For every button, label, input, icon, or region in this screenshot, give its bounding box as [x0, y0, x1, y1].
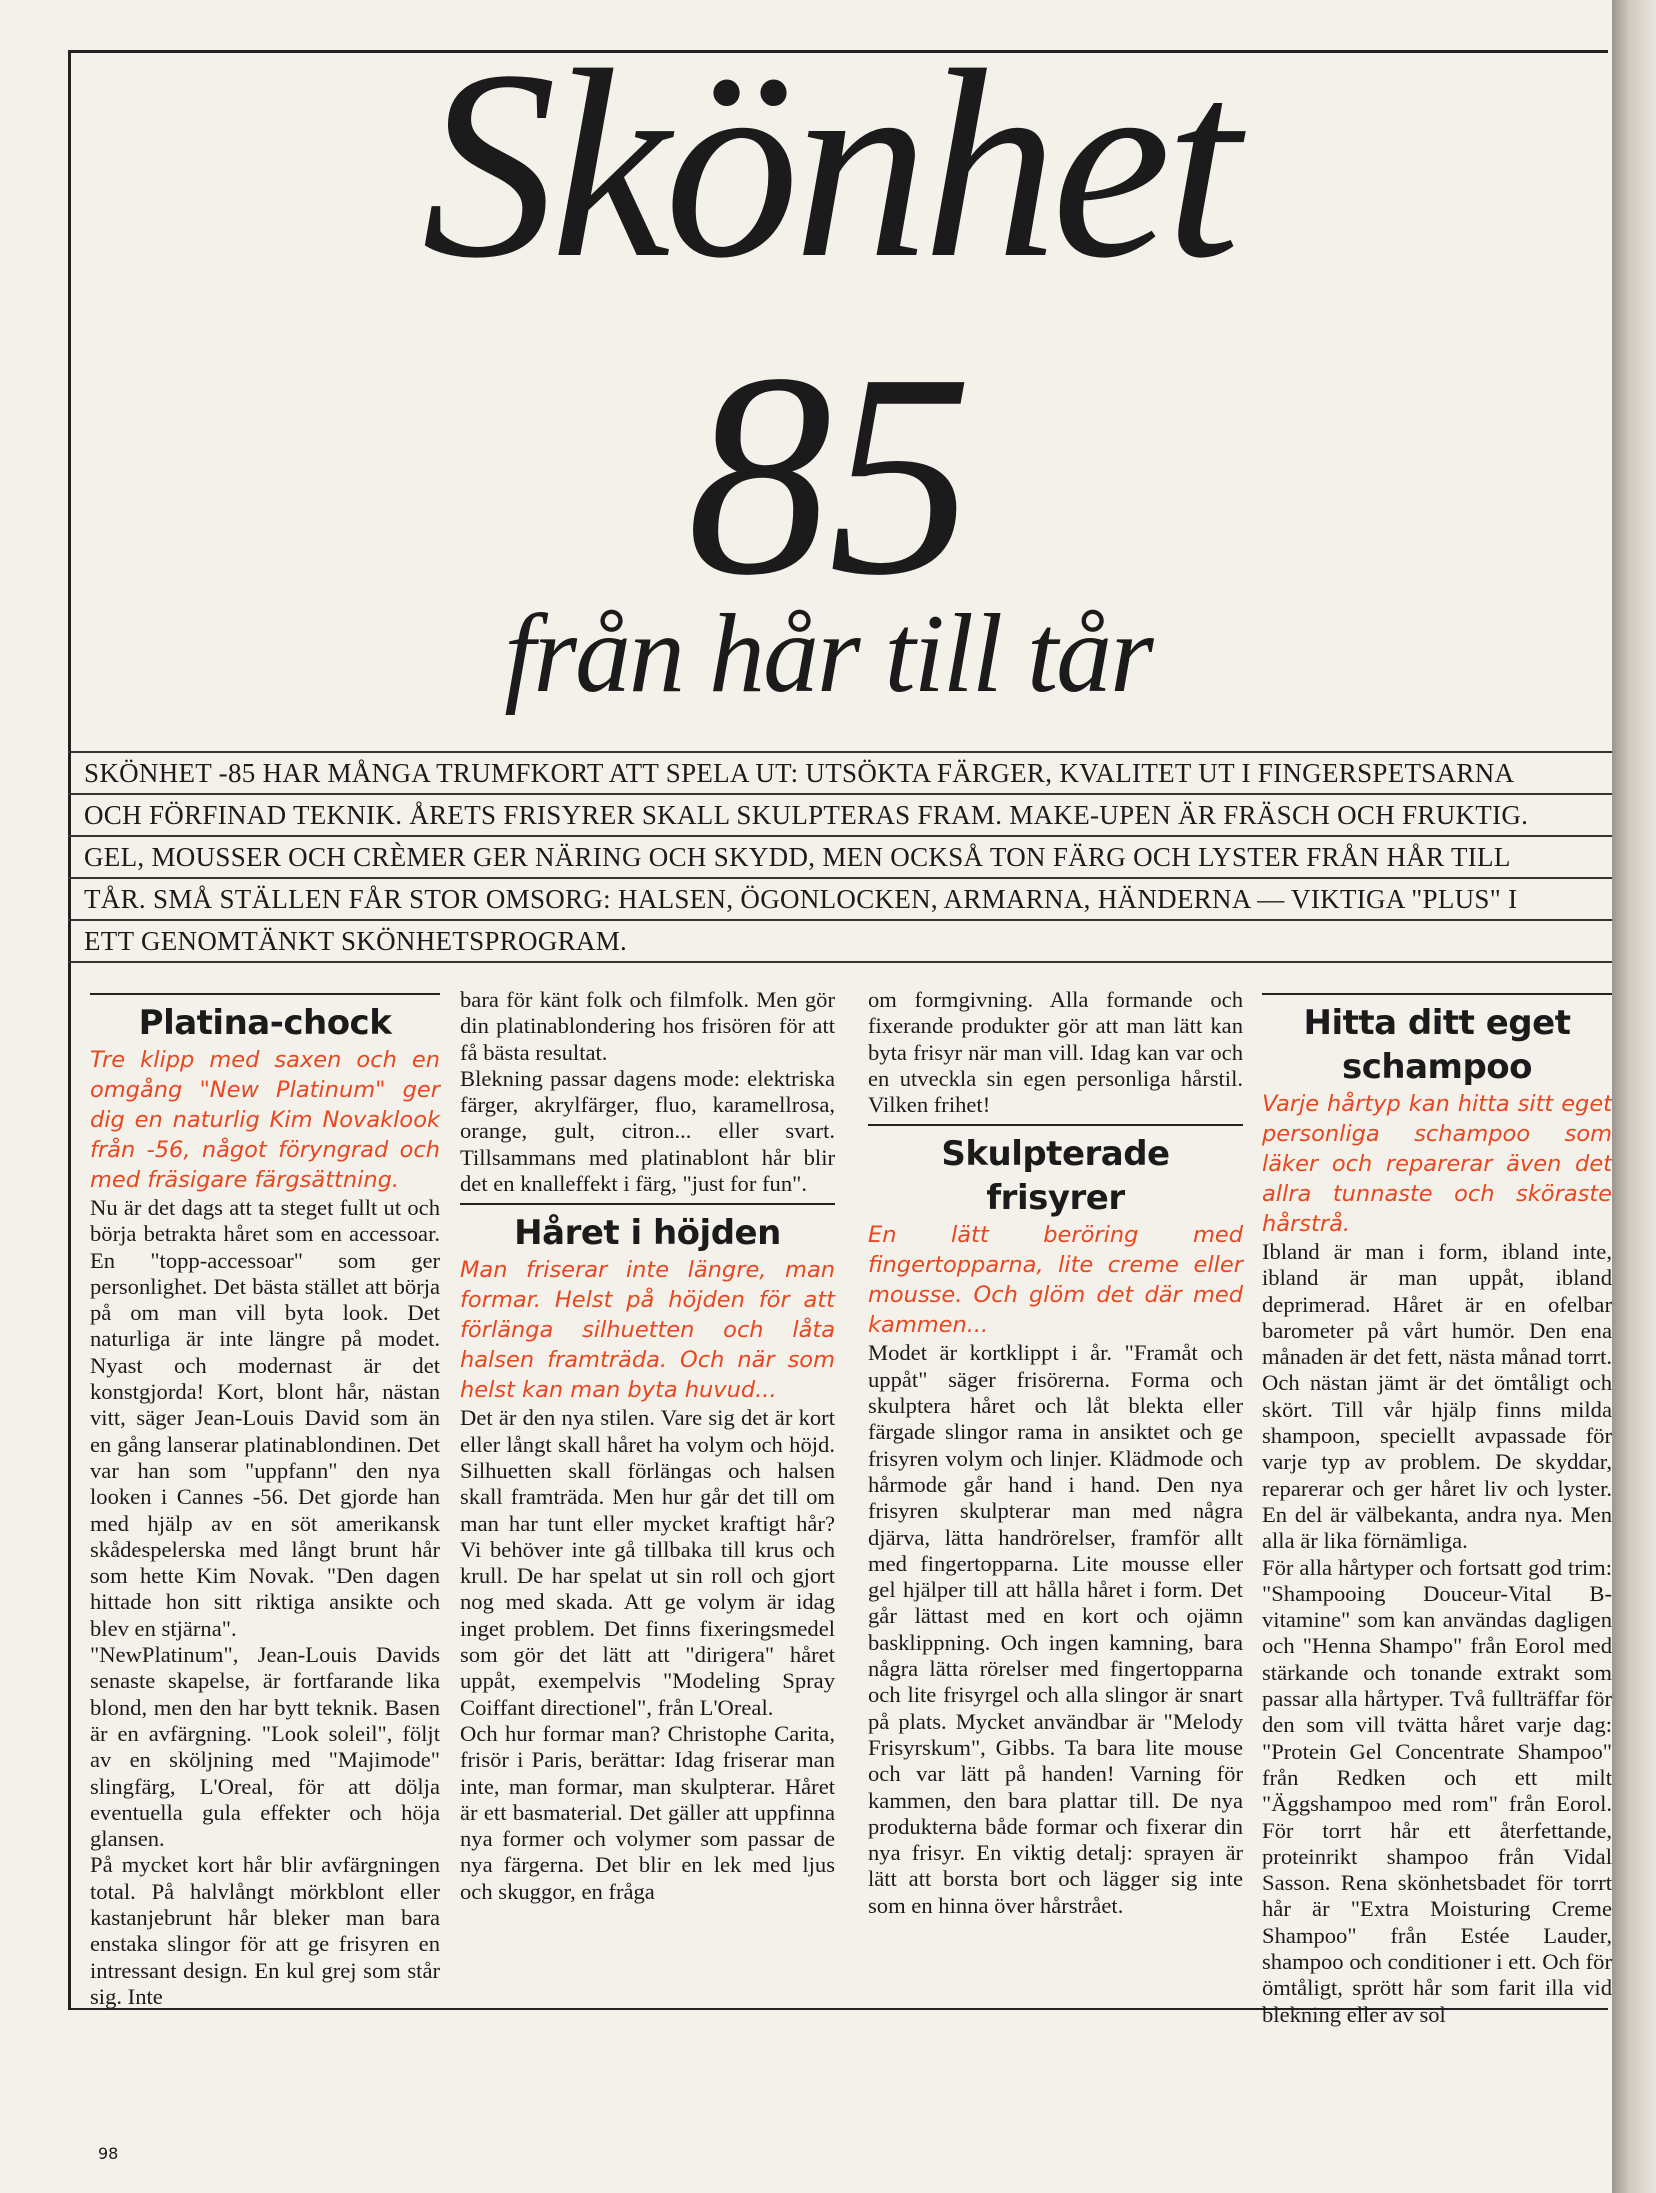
- body-paragraph: Modet är kortklippt i år. "Framåt och uppåt" säger frisörerna. Forma och skulptera håret och låt blekta eller färgade slingor rama in ansiktet och ge frisyren volym och linjer. Klädmode och hårmode går hand i hand. Den nya frisyren skulpterar man med några djärva, lätta handrörelser, framför allt med fingertopparna. Lite mousse eller gel hjälper till att hålla håret i form. Det går lättast med en kort och ojämn basklippning. Och ingen kamning, bara några lätta rörelser med fingertopparna och lite frisyrgel och alla slingor är snart på plats. Mycket användbar är "Melody Frisyrskum", Gibbs. Ta bara lite mouse och var lätt på handen! Varning för kammen, den bara plattar till. De nya produkterna både formar och fixerar din nya frisyr. En viktig detalj: sprayen är lätt att borsta bort och lägger sig inte som en hinna över hårstrået.: [868, 1340, 1243, 1918]
- page-number: 98: [98, 2144, 119, 2163]
- body-paragraph: "NewPlatinum", Jean-Louis Davids senaste skapelse, är fortfarande lika blond, men den har bytt teknik. Basen är en avfärgning. "Look soleil", följt av en sköljning med "Majimode" slingfärg, L'Oreal, för att dölja eventuella gula effekter och höja glansen.: [90, 1642, 440, 1852]
- body-paragraph: För alla hårtyper och fortsatt god trim: "Shampooing Douceur-Vital B-vitamine" som kan användas dagligen och "Henna Shampo" från Eorol med stärkande och tonande extrakt som passar alla hårtyper. Två fullträffar för den som vill tvätta håret varje dag: "Protein Gel Concentrate Shampoo" från Redken och ett milt "Äggshampoo med rom" från Eorol. För torrt hår ett återfettande, proteinrikt shampoo från Vidal Sasson. Rena skönhetsbadet för torrt hår är "Extra Moisturing Creme Shampoo" från Estée Lauder, shampoo och conditioner i ett. Och för ömtåligt, sprött hår som farit illa vid blekning eller av sol: [1262, 1554, 1612, 2027]
- section-rule: [1262, 993, 1612, 995]
- intro-line: TÅR. SMÅ STÄLLEN FÅR STOR OMSORG: HALSEN, ÖGONLOCKEN, ARMARNA, HÄNDERNA — VIKTIGA "PLUS" I: [68, 879, 1612, 921]
- section-rule: [460, 1203, 835, 1205]
- column-1: [90, 987, 440, 2010]
- body-paragraph: om formgivning. Alla formande och fixerande produkter gör att man lätt kan byta frisyr när man vill. Idag kan var och en utveckla sin egen personliga hårstil. Vilken frihet!: [868, 987, 1243, 1118]
- column-2: [460, 987, 835, 1905]
- body-paragraph: Nu är det dags att ta steget fullt ut och börja betrakta håret som en accessoar. En "topp-accessoar" som ger personlighet. Det bästa stället att börja på om man vill byta look. Det naturliga är inte längre på modet. Nyast och modernast är det konstgjorda! Kort, blont hår, nästan vitt, säger Jean-Louis David som än en gång lanserar platinablondinen. Det var han som "uppfann" den nya looken i Cannes -56. Det gjorde han med hjälp av en söt amerikansk skådespelerska med långt brunt hår som hette Kim Novak. "Den dagen hittade hon sitt riktiga ansikte och blev en stjärna".: [90, 1195, 440, 1641]
- heading-haret-i-hojden: Håret i höjden: [514, 1213, 781, 1254]
- main-title: Skönhet: [421, 15, 1235, 314]
- dek-hitta-ditt-eget-schampoo: Varje hårtyp kan hitta sitt eget personliga schampoo som läker och reparerar även det allra tunnaste och skörastе hårstrå.: [1262, 1091, 1612, 1237]
- column-4: [1262, 987, 1612, 2028]
- intro-line: ETT GENOMTÄNKT SKÖNHETSPROGRAM.: [68, 921, 1612, 963]
- heading-skulpterade-frisyrer: Skulpterade frisyrer: [941, 1134, 1170, 1219]
- dek-haret-i-hojden: Man friserar inte längre, man formar. Helst på höjden för att förlänga silhuetten och låta halsen framträda. Och när som helst kan man byta huvud...: [460, 1257, 835, 1404]
- body-paragraph: Och hur formar man? Christophe Carita, frisör i Paris, berättar: Idag friserar man inte, man formar, man skulpterar. Håret är ett basmaterial. Det gäller att uppfinna nya former och volymer som passar de nya färgerna. Det blir en lek med ljus och skuggor, en fråga: [460, 1720, 835, 1904]
- heading-platina-chock: Platina-chock: [138, 1003, 392, 1043]
- year-number: 85: [687, 314, 969, 635]
- heading-hitta-ditt-eget-schampoo: Hitta ditt eget schampoo: [1303, 1003, 1571, 1087]
- page-gutter-shadow: [1612, 0, 1656, 2193]
- section-rule: [868, 1124, 1243, 1126]
- body-paragraph: På mycket kort hår blir avfärgningen total. På halvlångt mörkblont eller kastanjebrunt hår bleker man bara enstaka slingor för att ge frisyren en intressant design. En kul grej som står sig. Inte: [90, 1852, 440, 2009]
- dek-skulpterade-frisyrer: En lätt beröring med fingertopparna, lite creme eller mousse. Och glöm det där med kammen...: [868, 1222, 1243, 1339]
- intro-line: GEL, MOUSSER OCH CRÈMER GER NÄRING OCH SKYDD, MEN OCKSÅ TON FÄRG OCH LYSTER FRÅN HÅR TILL: [68, 837, 1612, 879]
- body-paragraph: Ibland är man i form, ibland inte, ibland är man uppåt, ibland deprimerad. Håret är en ofelbar barometer på vårt humör. Den ena månaden är det fett, nästa månad torrt. Och nästan jämt är det ömtåligt och skört. Till vår hjälp finns milda shampoon, speciellt avpassade för varje typ av problem. De skyddar, reparerar och ger håret liv och lyster. En del är välbekanta, andra nya. Men alla är lika förnämliga.: [1262, 1239, 1612, 1554]
- body-paragraph: bara för känt folk och filmfolk. Men gör din platinablondering hos frisören för att få bästa resultat.: [460, 987, 835, 1065]
- intro-line: OCH FÖRFINAD TEKNIK. ÅRETS FRISYRER SKALL SKULPTERAS FRAM. MAKE-UPEN ÄR FRÄSCH OCH FRUKTIG.: [68, 795, 1612, 837]
- section-rule: [90, 993, 440, 995]
- body-paragraph: Det är den nya stilen. Vare sig det är kort eller långt skall håret ha volym och höjd. Silhuetten skall förlängas och halsen skall framträda. Men hur går det till om man har tunt eller mycket kraftigt hår? Vi behöver inte gå tillbaka till krus och krull. De har spelat ut sin roll och gjort nog med skada. Att ge volym är idag inget problem. Det finns fixeringsmedel som gör det lätt att "dirigera" håret uppåt, exempelvis "Modeling Spray Coiffant directionel", från L'Oreal.: [460, 1405, 835, 1720]
- dek-platina-chock: Tre klipp med saxen och en omgång "New Platinum" ger dig en naturlig Kim Novaklook från -56, något föryngrad och med fräsigare färgsättning.: [90, 1047, 440, 1193]
- column-3: [868, 987, 1243, 1919]
- intro-line: SKÖNHET -85 HAR MÅNGA TRUMFKORT ATT SPELA UT: UTSÖKTA FÄRGER, KVALITET UT I FINGERSPETSARNA: [68, 751, 1612, 795]
- intro-block: [68, 751, 1612, 963]
- body-paragraph: Blekning passar dagens mode: elektriska färger, akrylfärger, fluo, karamellrosa, orange, gult, citron... eller svart. Tillsammans med platinablont hår blir det en knalleffekt i färg, "just for fun".: [460, 1065, 835, 1197]
- subtitle: från hår till tår: [504, 592, 1152, 716]
